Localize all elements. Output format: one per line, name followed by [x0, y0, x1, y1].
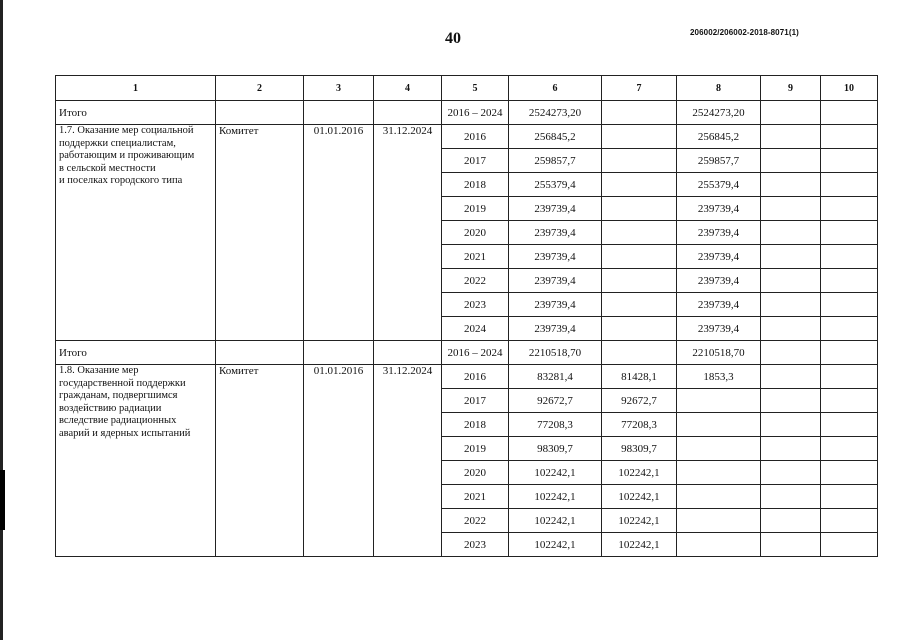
col10-cell [821, 317, 878, 341]
col7-cell: 81428,1 [602, 365, 677, 389]
col6-cell: 98309,7 [509, 437, 602, 461]
column-header: 5 [442, 76, 509, 101]
col10-cell [821, 293, 878, 317]
col10-cell [821, 413, 878, 437]
page-number: 40 [445, 30, 461, 47]
col9-cell [761, 221, 821, 245]
column-header: 10 [821, 76, 878, 101]
col9-cell [761, 389, 821, 413]
executor: Комитет [216, 125, 304, 341]
col8-cell [677, 437, 761, 461]
col10-cell [821, 269, 878, 293]
column-header: 4 [374, 76, 442, 101]
empty-cell [304, 341, 374, 365]
column-header: 7 [602, 76, 677, 101]
column-header: 2 [216, 76, 304, 101]
year-cell: 2019 [442, 197, 509, 221]
col10-cell [821, 221, 878, 245]
year-cell: 2023 [442, 533, 509, 557]
empty-cell [602, 341, 677, 365]
col7-cell [602, 125, 677, 149]
col9-cell [761, 533, 821, 557]
col6-cell: 256845,2 [509, 125, 602, 149]
description-line: поддержки специалистам, [59, 137, 176, 149]
year-row [56, 125, 878, 149]
col8-cell: 239739,4 [677, 245, 761, 269]
year-cell: 2018 [442, 413, 509, 437]
col10-cell [821, 485, 878, 509]
col9-cell [761, 485, 821, 509]
column-header: 6 [509, 76, 602, 101]
col9-cell [761, 365, 821, 389]
year-cell: 2022 [442, 509, 509, 533]
col7-cell: 77208,3 [602, 413, 677, 437]
col6-cell: 239739,4 [509, 269, 602, 293]
col8-cell: 1853,3 [677, 365, 761, 389]
scan-left-edge [0, 0, 3, 640]
empty-cell [216, 341, 304, 365]
col6-cell: 239739,4 [509, 317, 602, 341]
col9-cell [761, 413, 821, 437]
col6-cell: 255379,4 [509, 173, 602, 197]
description-line: воздействию радиации [59, 402, 162, 414]
description-line: 1.8. Оказание мер [59, 365, 139, 376]
year-cell: 2018 [442, 173, 509, 197]
col6-cell: 239739,4 [509, 293, 602, 317]
col6-cell: 77208,3 [509, 413, 602, 437]
col10-cell [821, 533, 878, 557]
executor: Комитет [216, 365, 304, 557]
col10-cell [821, 245, 878, 269]
col8-cell: 239739,4 [677, 197, 761, 221]
end-date: 31.12.2024 [374, 365, 442, 557]
col9-cell [761, 269, 821, 293]
col10-cell [821, 173, 878, 197]
col8-cell: 239739,4 [677, 269, 761, 293]
empty-cell [761, 341, 821, 365]
year-cell: 2016 [442, 365, 509, 389]
year-cell: 2016 [442, 125, 509, 149]
col6-cell: 83281,4 [509, 365, 602, 389]
description-line: вследствие радиационных [59, 415, 177, 426]
col8-cell [677, 509, 761, 533]
col7-cell [602, 293, 677, 317]
description-line: и поселках городского типа [59, 175, 183, 186]
total-period: 2016 – 2024 [442, 101, 509, 125]
col6-cell: 102242,1 [509, 485, 602, 509]
description-line: в сельской местности [59, 162, 156, 174]
measure-description [56, 365, 216, 557]
description-line: работающим и проживающим [59, 150, 195, 161]
total-col8: 2524273,20 [677, 101, 761, 125]
description-line: аварий и ядерных испытаний [59, 427, 191, 439]
start-date: 01.01.2016 [304, 365, 374, 557]
total-period: 2016 – 2024 [442, 341, 509, 365]
year-cell: 2020 [442, 461, 509, 485]
end-date: 31.12.2024 [374, 125, 442, 341]
year-cell: 2023 [442, 293, 509, 317]
col7-cell [602, 317, 677, 341]
col7-cell: 102242,1 [602, 485, 677, 509]
col7-cell [602, 197, 677, 221]
col9-cell [761, 437, 821, 461]
total-col6: 2524273,20 [509, 101, 602, 125]
measure-description [56, 125, 216, 341]
col9-cell [761, 509, 821, 533]
total-col8: 2210518,70 [677, 341, 761, 365]
empty-cell [821, 341, 878, 365]
column-header: 1 [56, 76, 216, 101]
col6-cell: 102242,1 [509, 533, 602, 557]
col10-cell [821, 197, 878, 221]
year-cell: 2019 [442, 437, 509, 461]
col9-cell [761, 149, 821, 173]
start-date: 01.01.2016 [304, 125, 374, 341]
col8-cell: 256845,2 [677, 125, 761, 149]
col9-cell [761, 245, 821, 269]
year-cell: 2017 [442, 389, 509, 413]
col6-cell: 259857,7 [509, 149, 602, 173]
col7-cell: 102242,1 [602, 509, 677, 533]
year-row [56, 365, 878, 389]
year-cell: 2021 [442, 245, 509, 269]
year-cell: 2017 [442, 149, 509, 173]
scan-edge-mark [0, 470, 5, 530]
total-row [56, 101, 878, 125]
total-label: Итого [56, 341, 216, 365]
column-number-row [56, 76, 878, 101]
col9-cell [761, 293, 821, 317]
year-cell: 2020 [442, 221, 509, 245]
col6-cell: 239739,4 [509, 245, 602, 269]
col8-cell [677, 389, 761, 413]
total-label: Итого [56, 101, 216, 125]
col7-cell [602, 173, 677, 197]
col8-cell: 255379,4 [677, 173, 761, 197]
col8-cell [677, 533, 761, 557]
col6-cell: 102242,1 [509, 461, 602, 485]
col10-cell [821, 461, 878, 485]
year-cell: 2024 [442, 317, 509, 341]
col7-cell [602, 221, 677, 245]
col8-cell [677, 485, 761, 509]
col8-cell: 239739,4 [677, 221, 761, 245]
col7-cell [602, 245, 677, 269]
column-header: 8 [677, 76, 761, 101]
total-col6: 2210518,70 [509, 341, 602, 365]
col10-cell [821, 149, 878, 173]
description-line: государственной поддержки [59, 377, 186, 389]
col8-cell: 239739,4 [677, 317, 761, 341]
col9-cell [761, 317, 821, 341]
col8-cell: 259857,7 [677, 149, 761, 173]
total-row [56, 341, 878, 365]
col6-cell: 239739,4 [509, 197, 602, 221]
col7-cell: 102242,1 [602, 461, 677, 485]
empty-cell [374, 341, 442, 365]
col7-cell: 102242,1 [602, 533, 677, 557]
col7-cell [602, 149, 677, 173]
year-cell: 2021 [442, 485, 509, 509]
col9-cell [761, 197, 821, 221]
description-line: гражданам, подвергшимся [59, 390, 178, 401]
description-line: 1.7. Оказание мер социальной [59, 125, 194, 136]
col7-cell: 92672,7 [602, 389, 677, 413]
col10-cell [821, 509, 878, 533]
col9-cell [761, 461, 821, 485]
col7-cell [602, 269, 677, 293]
program-table [55, 75, 878, 557]
col10-cell [821, 437, 878, 461]
col8-cell: 239739,4 [677, 293, 761, 317]
col6-cell: 239739,4 [509, 221, 602, 245]
col10-cell [821, 125, 878, 149]
col9-cell [761, 173, 821, 197]
col6-cell: 92672,7 [509, 389, 602, 413]
col9-cell [761, 125, 821, 149]
col8-cell [677, 413, 761, 437]
column-header: 3 [304, 76, 374, 101]
year-cell: 2022 [442, 269, 509, 293]
col8-cell [677, 461, 761, 485]
document-code: 206002/206002-2018-8071(1) [690, 28, 799, 37]
col10-cell [821, 365, 878, 389]
col7-cell: 98309,7 [602, 437, 677, 461]
col10-cell [821, 389, 878, 413]
col6-cell: 102242,1 [509, 509, 602, 533]
column-header: 9 [761, 76, 821, 101]
